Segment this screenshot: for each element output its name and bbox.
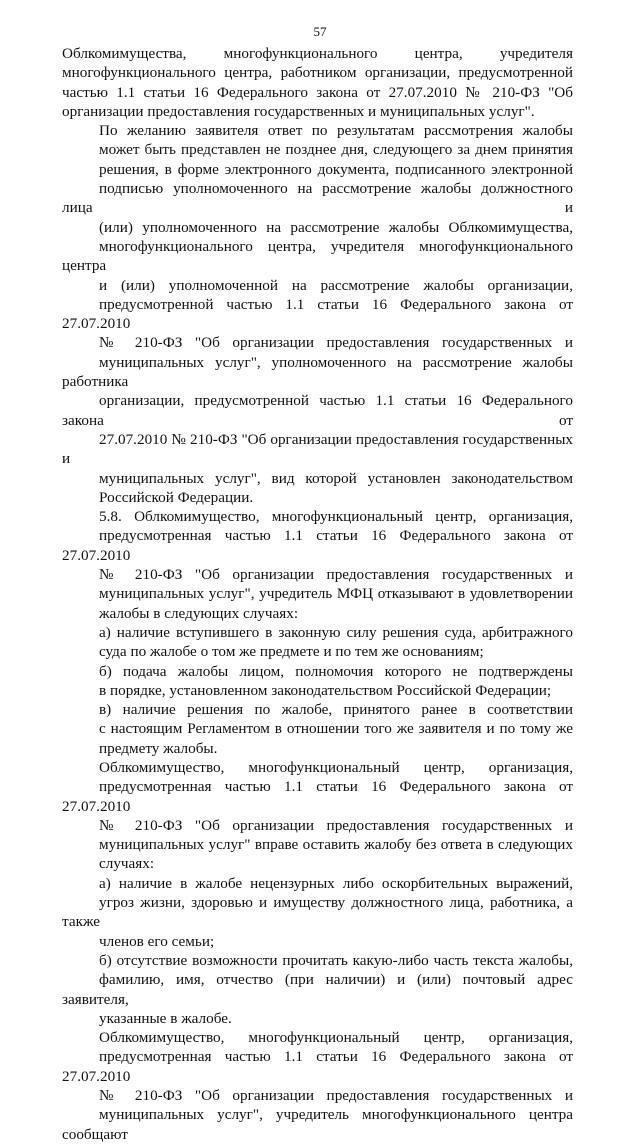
text-line: Российской Федерации.	[99, 488, 254, 506]
text-line: предусмотренная частью 1.1 статьи 16 Федерального закона от 27.07.2010	[62, 778, 573, 815]
text-line: Облкомимущество, многофункциональный центр, организация,	[99, 758, 573, 776]
text-line: в порядке, установленном законодательством Российской Федерации;	[99, 681, 552, 699]
paragraph-p6	[62, 700, 573, 758]
text-line: предусмотренной частью 1.1 статьи 16 Федерального закона от 27.07.2010	[62, 295, 573, 333]
text-line: организации, предусмотренной частью 1.1 статьи 16 Федерального закона от	[62, 392, 573, 429]
paragraph-p3	[62, 507, 573, 623]
paragraph-p4	[62, 623, 573, 662]
text-line: а) наличие вступившего в законную силу решения суда, арбитражного	[99, 623, 573, 641]
text-line: № 210-ФЗ "Об организации предоставления государственных и	[99, 334, 573, 352]
paragraph-p9	[62, 951, 573, 1028]
text-line: муниципальных услуг", вид которой установлен законодательством	[99, 469, 573, 487]
text-line: членов его семьи;	[99, 932, 215, 950]
text-line: многофункционального центра, работником организации, предусмотренной	[62, 64, 573, 82]
text-line: 27.07.2010 № 210-ФЗ "Об организации предоставления государственных и	[62, 430, 573, 468]
text-line: многофункционального центра, учредителя многофункционального центра	[62, 237, 573, 275]
paragraph-p8	[62, 874, 573, 951]
text-line: 5.8. Облкомимущество, многофункциональный центр, организация,	[99, 508, 573, 526]
text-line: фамилию, имя, отчество (при наличии) и (или) почтовый адрес заявителя,	[62, 971, 573, 1008]
text-line: а) наличие в жалобе нецензурных либо оскорбительных выражений,	[99, 874, 573, 892]
text-line: б) подача жалобы лицом, полномочия которого не подтверждены	[99, 662, 573, 680]
text-line: Облкомимущество, многофункциональный центр, организация,	[99, 1029, 573, 1047]
paragraph-p1	[62, 44, 573, 121]
text-line: решения, в форме электронного документа, подписанного электронной	[99, 160, 573, 178]
paragraph-p2	[62, 121, 573, 507]
text-line: муниципальных услуг", уполномоченного на рассмотрение жалобы работника	[62, 353, 573, 391]
text-line: (или) уполномоченного на рассмотрение жалобы Облкомимущества,	[99, 218, 573, 236]
paragraph-p5	[62, 662, 573, 701]
text-line: № 210-ФЗ "Об организации предоставления государственных и	[99, 816, 573, 834]
text-line: угроз жизни, здоровью и имуществу должностного лица, работника, а также	[62, 894, 573, 931]
text-line: в) наличие решения по жалобе, принятого ранее в соответствии	[99, 701, 573, 719]
text-line: предмету жалобы.	[99, 739, 218, 757]
text-line: б) отсутствие возможности прочитать какую-либо часть текста жалобы,	[99, 951, 573, 969]
text-line: может быть представлен не позднее дня, следующего за днем принятия	[99, 141, 573, 159]
text-line: Облкомимущества, многофункционального центра, учредителя	[62, 45, 573, 62]
text-line: предусмотренная частью 1.1 статьи 16 Федерального закона от 27.07.2010	[62, 527, 573, 564]
text-line: предусмотренная частью 1.1 статьи 16 Федерального закона от 27.07.2010	[62, 1048, 573, 1085]
paragraph-p10	[62, 1028, 573, 1144]
document-body	[62, 44, 573, 1144]
text-line: муниципальных услуг" вправе оставить жалобу без ответа в следующих	[99, 836, 573, 854]
text-line: подписью уполномоченного на рассмотрение жалобы должностного лица и	[62, 180, 573, 217]
text-line: № 210-ФЗ "Об организации предоставления государственных и	[99, 1087, 573, 1105]
text-line: суда по жалобе о том же предмете и по тем же основаниям;	[99, 643, 484, 661]
text-line: жалобы в следующих случаях:	[99, 604, 299, 622]
text-line: организации предоставления государственных и муниципальных услуг".	[62, 102, 535, 120]
text-line: указанные в жалобе.	[99, 1009, 232, 1027]
text-line: По желанию заявителя ответ по результатам рассмотрения жалобы	[99, 122, 573, 140]
text-line: муниципальных услуг", учредитель МФЦ отказывают в удовлетворении	[99, 585, 573, 603]
text-line: муниципальных услуг", учредитель многофункционального центра сообщают	[62, 1106, 573, 1143]
text-line: с настоящим Регламентом в отношении того же заявителя и по тому же	[99, 720, 573, 738]
text-line: и (или) уполномоченной на рассмотрение жалобы организации,	[99, 276, 573, 294]
text-line: № 210-ФЗ "Об организации предоставления государственных и	[99, 566, 573, 584]
text-line: частью 1.1 статьи 16 Федерального закона от 27.07.2010 № 210-ФЗ "Об	[62, 83, 573, 101]
paragraph-p7	[62, 758, 573, 874]
text-line: случаях:	[99, 855, 155, 873]
page-number: 57	[313, 24, 327, 39]
